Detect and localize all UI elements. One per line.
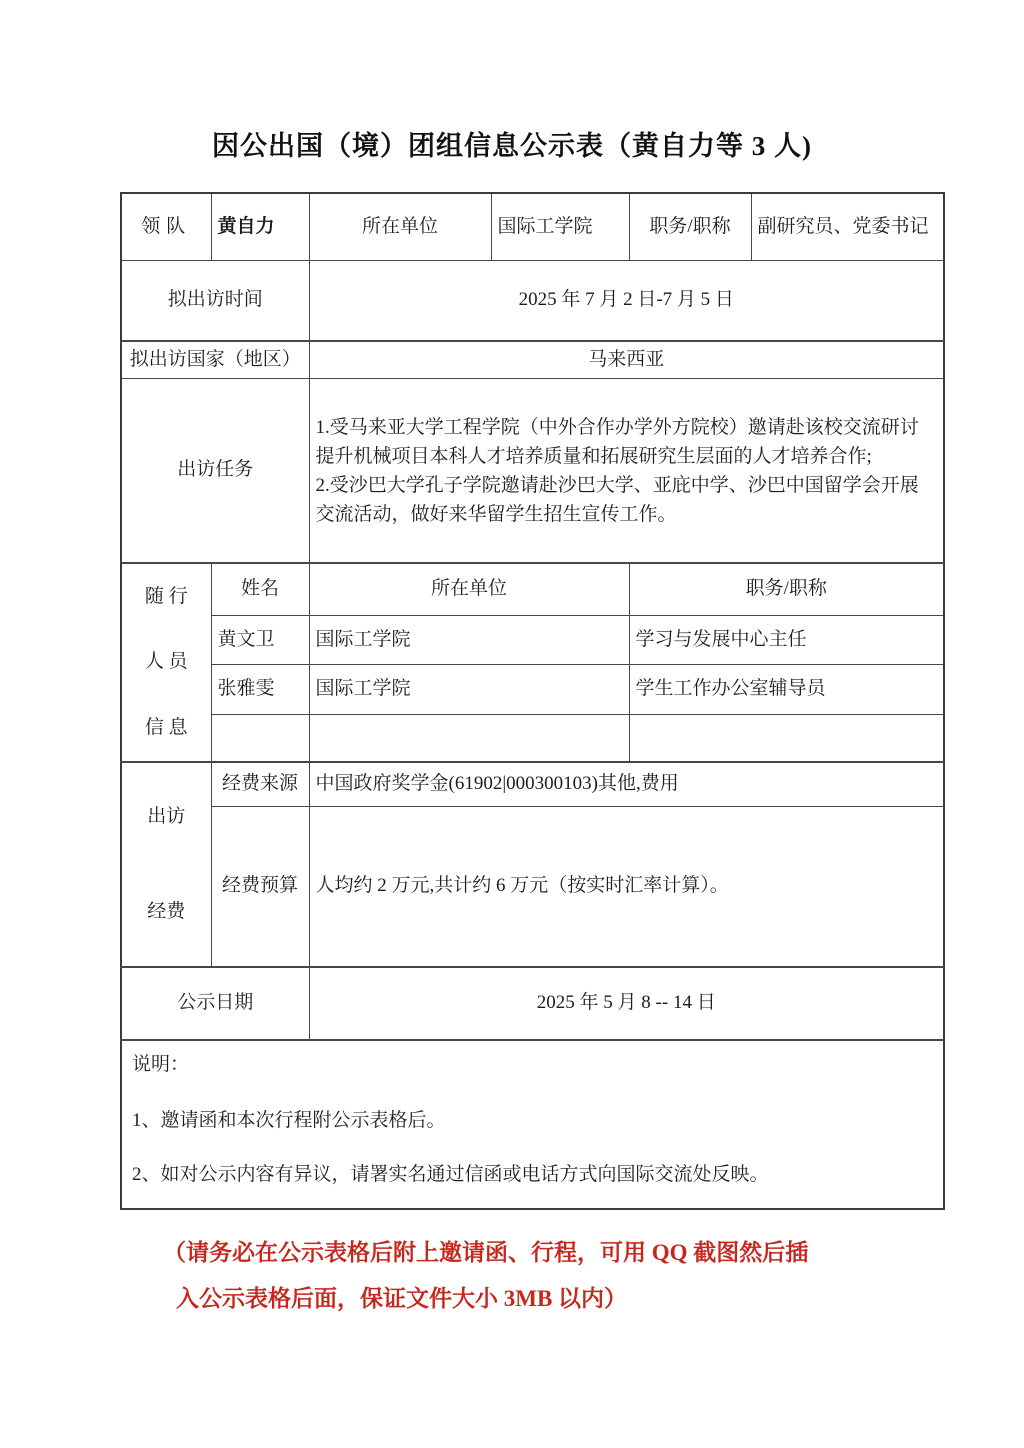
leader-row xyxy=(121,193,944,261)
funding-source-label: 经费来源 xyxy=(211,762,309,807)
notes-title: 说明： xyxy=(132,1054,190,1075)
leader-unit-value: 国际工学院 xyxy=(491,193,629,261)
leader-name: 黄自力 xyxy=(211,193,309,261)
companion-row-1 xyxy=(121,616,944,665)
companion-3-unit xyxy=(309,715,629,763)
leader-position-label: 职务/职称 xyxy=(629,193,751,261)
companion-2-name: 张雅雯 xyxy=(211,665,309,715)
companion-2-position: 学生工作办公室辅导员 xyxy=(629,665,944,715)
visit-time-value: 2025 年 7 月 2 日-7 月 5 日 xyxy=(309,261,944,342)
visit-country-value: 马来西亚 xyxy=(309,341,944,379)
leader-unit-label: 所在单位 xyxy=(309,193,491,261)
companion-1-unit: 国际工学院 xyxy=(309,616,629,665)
publicity-date-value: 2025 年 5 月 8 -- 14 日 xyxy=(309,967,944,1040)
visit-country-label: 拟出访国家（地区） xyxy=(121,341,309,379)
companion-1-name: 黄文卫 xyxy=(211,616,309,665)
visit-task-item-1: 1.受马来亚大学工程学院（中外合作办学外方院校）邀请赴该校交流研讨提升机械项目本科人才培养质量和拓展研究生层面的人才培养合作; xyxy=(315,416,919,467)
footer-red-note-line1: （请务必在公示表格后附上邀请函、行程，可用 QQ 截图然后插 xyxy=(163,1240,809,1265)
visit-task-item-2: 2.受沙巴大学孔子学院邀请赴沙巴大学、亚庇中学、沙巴中国留学会开展交流活动，做好来华留学生招生宣传工作。 xyxy=(315,474,919,525)
footer-red-note xyxy=(163,1230,923,1322)
visit-time-label: 拟出访时间 xyxy=(121,261,309,342)
companions-header-row xyxy=(121,563,944,616)
companion-row-3 xyxy=(121,715,944,763)
companion-2-unit: 国际工学院 xyxy=(309,665,629,715)
companion-1-position: 学习与发展中心主任 xyxy=(629,616,944,665)
funding-section-label xyxy=(121,762,211,967)
leader-label: 领队 xyxy=(121,193,211,261)
notes-cell xyxy=(121,1040,944,1209)
visit-time-row xyxy=(121,261,944,342)
publicity-form-table xyxy=(120,192,945,1210)
companions-label-line2: 人 员 xyxy=(144,651,188,673)
funding-label-line2: 经费 xyxy=(147,900,186,922)
companions-header-position: 职务/职称 xyxy=(629,563,944,616)
companion-3-position xyxy=(629,715,944,763)
footer-red-note-line2: 入公示表格后面，保证文件大小 3MB 以内） xyxy=(176,1286,628,1311)
companions-header-unit: 所在单位 xyxy=(309,563,629,616)
funding-budget-value: 人均约 2 万元,共计约 6 万元（按实时汇率计算）。 xyxy=(309,807,944,968)
visit-task-label: 出访任务 xyxy=(121,379,309,564)
publicity-date-label: 公示日期 xyxy=(121,967,309,1040)
visit-task-row xyxy=(121,379,944,564)
companions-section-label xyxy=(121,563,211,762)
visit-country-row xyxy=(121,341,944,379)
companion-row-2 xyxy=(121,665,944,715)
notes-row xyxy=(121,1040,944,1209)
visit-task-value xyxy=(309,379,944,564)
funding-source-row xyxy=(121,762,944,807)
page-title: 因公出国（境）团组信息公示表（黄自力等 3 人) xyxy=(212,131,812,161)
companions-label-line1: 随 行 xyxy=(144,585,188,607)
leader-position-value: 副研究员、党委书记 xyxy=(751,193,944,261)
funding-source-value: 中国政府奖学金(61902|000300103)其他,费用 xyxy=(309,762,944,807)
companion-3-name xyxy=(211,715,309,763)
publicity-date-row xyxy=(121,967,944,1040)
companions-header-name: 姓名 xyxy=(211,563,309,616)
notes-item-2: 2、如对公示内容有异议，请署实名通过信函或电话方式向国际交流处反映。 xyxy=(132,1164,769,1186)
funding-budget-label: 经费预算 xyxy=(211,807,309,968)
funding-budget-row xyxy=(121,807,944,968)
funding-label-line1: 出访 xyxy=(147,805,186,827)
companions-label-line3: 信 息 xyxy=(144,716,188,738)
notes-item-1: 1、邀请函和本次行程附公示表格后。 xyxy=(132,1109,446,1131)
